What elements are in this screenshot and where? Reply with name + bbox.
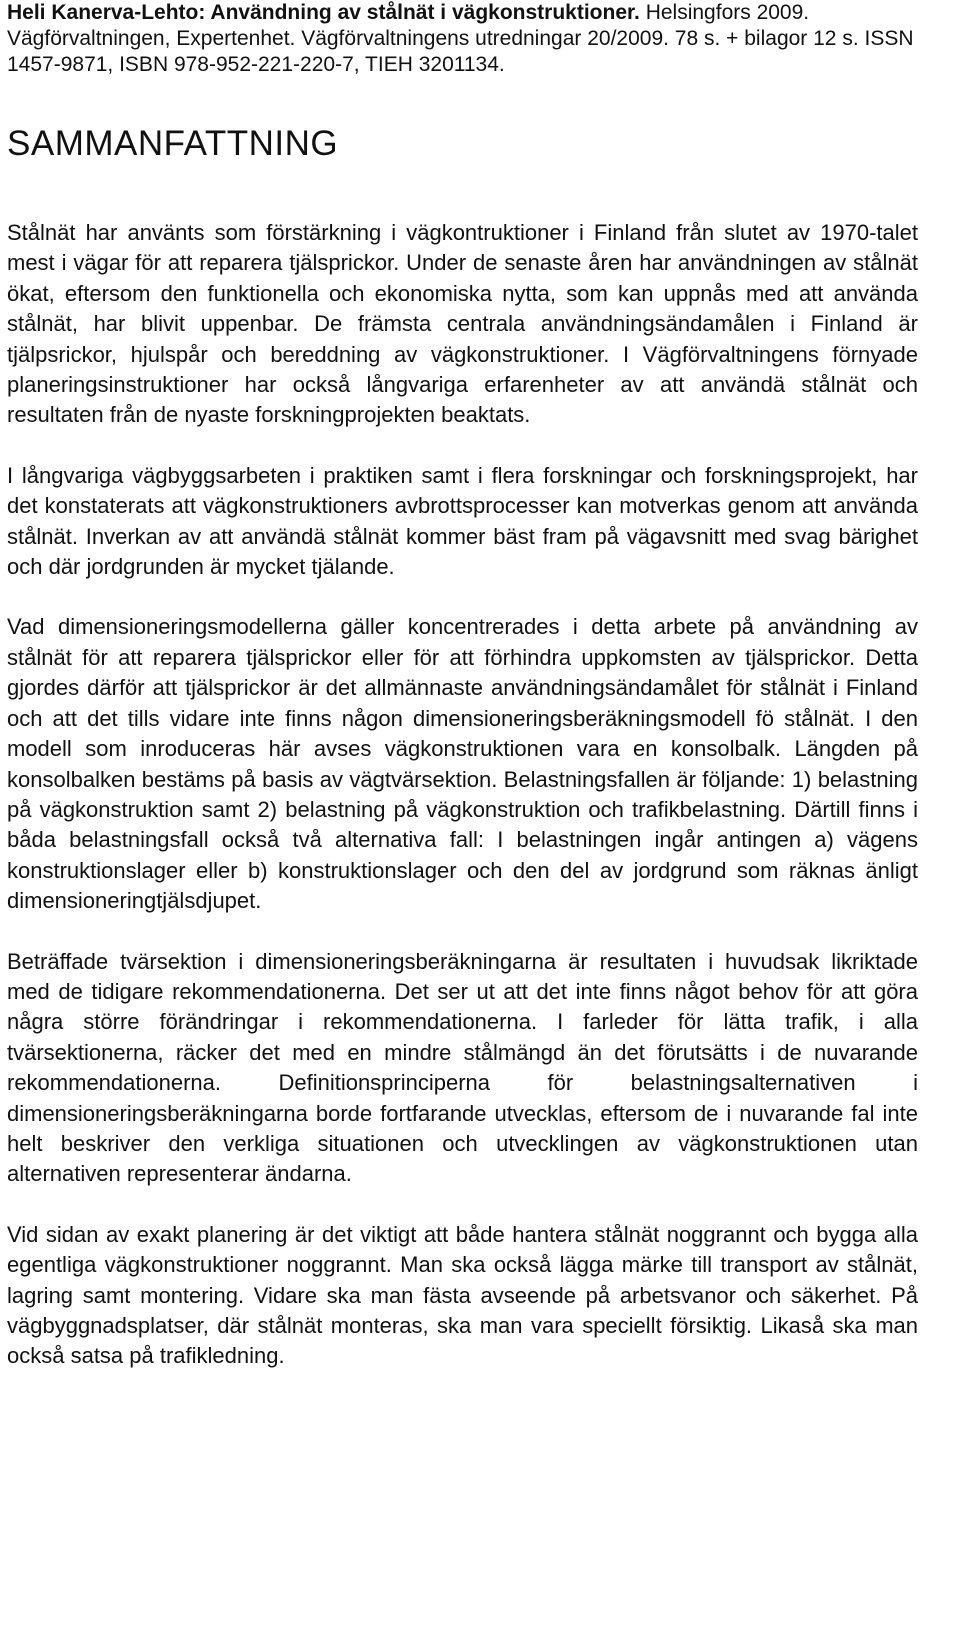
paragraph-1: Stålnät har använts som förstärkning i vägkontruktioner i Finland från slutet av 1970-talet mest i vägar för att reparera tjälsprickor. Under de senaste åren har användningen av stålnät ökat, eftersom den funktionella och ekonomiska nytta, som kan uppnås med att använda stålnät, har blivit uppenbar. De främsta centrala användningsändamålen i Finland är tjälpsrickor, hjulspår och bereddning av vägkonstruktioner. I Vägförvaltningens förnyade planeringsinstruktioner har också långvariga erfarenheter av att användä stålnät och resultaten från de nyaste forskningprojekten beaktats. bbox=[7, 220, 918, 428]
citation-author-title: Heli Kanerva-Lehto: Användning av stålnät i vägkonstruktioner. bbox=[7, 1, 640, 24]
paragraph-5: Vid sidan av exakt planering är det viktigt att både hantera stålnät noggrannt och bygga alla egentliga vägkonstruktioner noggrannt. Man ska också lägga märke till transport av stålnät, lagring samt montering. Vidare ska man fästa avseende på arbetsvanor och säkerhet. På vägbyggnadsplatser, där stålnät monteras, ska man vara speciellt försiktig. Likaså ska man också satsa på trafikledning. bbox=[7, 1221, 918, 1369]
paragraph-4: Beträffade tvärsektion i dimensioneringsberäkningarna är resultaten i huvudsak likriktade med de tidigare rekommendationerna. Det ser ut att det inte finns något behov för att göra några större förändringar i rekommendationerna. I farleder för lätta trafik, i alla tvärsektionerna, räcker det med en mindre stålmängd än det förutsätts i de nuvarande rekommendationerna. Definitionsprinciperna för belastningsalternativen i dimensioneringsberäkningarna borde fortfarande utvecklas, eftersom de i nuvarande fal inte helt beskriver den verkliga situationen och utvecklingen av vägkonstruktionen utan alternativen representerar ändarna. bbox=[7, 948, 918, 1187]
paragraph-3: Vad dimensioneringsmodellerna gäller koncentrerades i detta arbete på användning av stålnät för att reparera tjälsprickor eller för att förhindra uppkomsten av tjälsprickor. Detta gjordes därför att tjälsprickor är det allmännaste användningsändamålet för stålnät i Finland och att det tills vidare inte finns någon dimensioneringsberäkningsmodell fö stålnät. I den modell som inroduceras här avses vägkonstruktionen vara en konsolbalk. Längden på konsolbalken bestäms på basis av vägtvärsektion. Belastningsfallen är följande: 1) belastning på vägkonstruktion samt 2) belastning på vägkonstruktion och trafikbelastning. Därtill finns i båda belastningsfall också två alternativa fall: I belastningen ingår antingen a) vägens konstruktionslager eller b) konstruktionslager och den del av jordgrund som räknas änligt dimensioneringtjälsdjupet. bbox=[7, 614, 918, 914]
summary-body bbox=[7, 218, 918, 1402]
paragraph-2: I långvariga vägbyggsarbeten i praktiken samt i flera forskningar och forskningsprojekt, har det konstaterats att vägkonstruktioners avbrottsprocesser kan motverkas genom att använda stålnät. Inverkan av att användä stålnät kommer bäst fram på vägavsnitt med svag bärighet och där jordgrunden är mycket tjälande. bbox=[7, 462, 918, 580]
section-heading: SAMMANFATTNING bbox=[7, 124, 339, 163]
citation bbox=[7, 0, 918, 78]
citation-details: Helsingfors 2009. Vägförvaltningen, Expertenhet. Vägförvaltningens utredningar 20/2009. 78 s. + bilagor 12 s. ISSN 1457-9871, ISBN 978-952-221-220-7, TIEH 3201134. bbox=[7, 1, 914, 76]
document-page bbox=[7, 0, 918, 1369]
